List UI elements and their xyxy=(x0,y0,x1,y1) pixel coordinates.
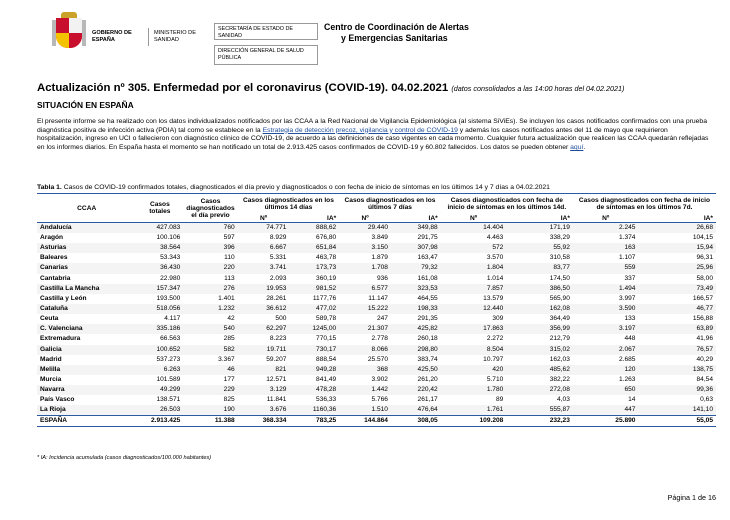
value-cell: 113 xyxy=(183,274,237,284)
value-cell: 356,99 xyxy=(506,324,573,334)
value-cell: 536,33 xyxy=(289,395,339,405)
value-cell: 1.263 xyxy=(573,375,639,385)
table-row xyxy=(37,355,716,365)
value-cell: 1.879 xyxy=(339,253,391,263)
value-cell: 55,05 xyxy=(638,416,716,427)
value-cell: 485,62 xyxy=(506,365,573,375)
value-cell: 298,80 xyxy=(391,345,441,355)
value-cell: 100.652 xyxy=(136,345,183,355)
value-cell: 17.863 xyxy=(441,324,507,334)
value-cell: 427.083 xyxy=(136,223,183,234)
value-cell: 272,08 xyxy=(506,385,573,395)
value-cell: 29.440 xyxy=(339,223,391,234)
region-cell: Ceuta xyxy=(37,314,136,324)
value-cell: 360,19 xyxy=(289,274,339,284)
value-cell: 212,79 xyxy=(506,334,573,344)
value-cell: 76,57 xyxy=(638,345,716,355)
value-cell: 3.590 xyxy=(573,304,639,314)
value-cell: 162,08 xyxy=(506,304,573,314)
table-row xyxy=(37,243,716,253)
table-row xyxy=(37,395,716,405)
value-cell: 12.440 xyxy=(441,304,507,314)
value-cell: 229 xyxy=(183,385,237,395)
value-cell: 2.272 xyxy=(441,334,507,344)
value-cell: 323,53 xyxy=(391,284,441,294)
value-cell: 96,31 xyxy=(638,253,716,263)
value-cell: 420 xyxy=(441,365,507,375)
value-cell: 676,80 xyxy=(289,233,339,243)
header-total: Casos totales xyxy=(136,194,183,223)
value-cell: 3.150 xyxy=(339,243,391,253)
value-cell: 1.708 xyxy=(339,263,391,273)
value-cell: 291,75 xyxy=(391,233,441,243)
value-cell: 368.334 xyxy=(238,416,290,427)
value-cell: 4,03 xyxy=(506,395,573,405)
header-7d: Casos diagnosticados en los últimos 7 días xyxy=(339,194,441,215)
value-cell: 0,63 xyxy=(638,395,716,405)
value-cell: 163 xyxy=(573,243,639,253)
value-cell: 1160,36 xyxy=(289,405,339,416)
value-cell: 310,58 xyxy=(506,253,573,263)
value-cell: 171,19 xyxy=(506,223,573,234)
value-cell: 1.804 xyxy=(441,263,507,273)
value-cell: 425,82 xyxy=(391,324,441,334)
value-cell: 14 xyxy=(573,395,639,405)
value-cell: 1.510 xyxy=(339,405,391,416)
region-cell: Murcia xyxy=(37,375,136,385)
value-cell: 109.208 xyxy=(441,416,507,427)
value-cell: 2.067 xyxy=(573,345,639,355)
value-cell: 981,52 xyxy=(289,284,339,294)
value-cell: 396 xyxy=(183,243,237,253)
value-cell: 364,49 xyxy=(506,314,573,324)
value-cell: 42 xyxy=(183,314,237,324)
value-cell: 597 xyxy=(183,233,237,243)
value-cell: 79,32 xyxy=(391,263,441,273)
value-cell: 307,98 xyxy=(391,243,441,253)
page-number: Página 1 de 16 xyxy=(667,493,716,502)
region-cell: Castilla y León xyxy=(37,294,136,304)
value-cell: 476,64 xyxy=(391,405,441,416)
value-cell: 760 xyxy=(183,223,237,234)
region-cell: Canarias xyxy=(37,263,136,273)
value-cell: 7.857 xyxy=(441,284,507,294)
logo-divider xyxy=(148,28,149,46)
value-cell: 53.343 xyxy=(136,253,183,263)
table-row xyxy=(37,375,716,385)
value-cell: 74.771 xyxy=(238,223,290,234)
value-cell: 6.263 xyxy=(136,365,183,375)
value-cell: 335.186 xyxy=(136,324,183,334)
value-cell: 825 xyxy=(183,395,237,405)
section-title: SITUACIÓN EN ESPAÑA xyxy=(37,100,134,110)
value-cell: 309 xyxy=(441,314,507,324)
value-cell: 5.766 xyxy=(339,395,391,405)
value-cell: 5.710 xyxy=(441,375,507,385)
value-cell: 138,75 xyxy=(638,365,716,375)
value-cell: 3.367 xyxy=(183,355,237,365)
government-logo xyxy=(52,12,212,52)
table-row xyxy=(37,263,716,273)
region-cell: Melilla xyxy=(37,365,136,375)
value-cell: 5.331 xyxy=(238,253,290,263)
value-cell: 1.780 xyxy=(441,385,507,395)
value-cell: 936 xyxy=(339,274,391,284)
value-cell: 2.913.425 xyxy=(136,416,183,427)
value-cell: 49.299 xyxy=(136,385,183,395)
region-cell: La Rioja xyxy=(37,405,136,416)
value-cell: 25.570 xyxy=(339,355,391,365)
table-row xyxy=(37,334,716,344)
value-cell: 3.129 xyxy=(238,385,290,395)
value-cell: 73,49 xyxy=(638,284,716,294)
value-cell: 2.245 xyxy=(573,223,639,234)
direccion-box: DIRECCIÓN GENERAL DE SALUD PÚBLICA xyxy=(214,45,318,65)
value-cell: 888,62 xyxy=(289,223,339,234)
header-ia: IA* xyxy=(638,215,716,223)
table-row xyxy=(37,304,716,314)
value-cell: 144.864 xyxy=(339,416,391,427)
value-cell: 1.401 xyxy=(183,294,237,304)
value-cell: 89 xyxy=(441,395,507,405)
value-cell: 40,29 xyxy=(638,355,716,365)
value-cell: 308,05 xyxy=(391,416,441,427)
value-cell: 477,02 xyxy=(289,304,339,314)
value-cell: 166,57 xyxy=(638,294,716,304)
value-cell: 156,88 xyxy=(638,314,716,324)
table-total-row xyxy=(37,416,716,427)
table-row xyxy=(37,385,716,395)
value-cell: 174,50 xyxy=(506,274,573,284)
header-prev: Casos diagnosticados el día previo xyxy=(183,194,237,223)
value-cell: 2.093 xyxy=(238,274,290,284)
value-cell: 162,03 xyxy=(506,355,573,365)
value-cell: 565,90 xyxy=(506,294,573,304)
intro-text-2: y además los casos notificados antes del 11 de mayo que requirieron hospitalización, ingreso en UCI o fallecieron con diagnóstico clínico de COVID-19, de acuerdo a las definiciones de caso vigentes en cada momento. Cualquier futura actualización que realicen las CCAA quedarán reflejadas en los informes diarios. En España hasta el momento se han notificado un total de 2.913.425 casos confirmados de COVID-19 y 60.802 fallecidos. Los datos se pueden obtener xyxy=(37,126,709,152)
value-cell: 1.494 xyxy=(573,284,639,294)
value-cell: 1.374 xyxy=(573,233,639,243)
value-cell: 8.066 xyxy=(339,345,391,355)
header-ccaa: CCAA xyxy=(37,194,136,223)
value-cell: 1177,76 xyxy=(289,294,339,304)
value-cell: 448 xyxy=(573,334,639,344)
value-cell: 463,78 xyxy=(289,253,339,263)
value-cell: 1245,00 xyxy=(289,324,339,334)
table-row xyxy=(37,284,716,294)
value-cell: 500 xyxy=(238,314,290,324)
value-cell: 1.014 xyxy=(441,274,507,284)
region-cell: Cataluña xyxy=(37,304,136,314)
value-cell: 100.106 xyxy=(136,233,183,243)
value-cell: 163,47 xyxy=(391,253,441,263)
value-cell: 138.571 xyxy=(136,395,183,405)
value-cell: 15,94 xyxy=(638,243,716,253)
value-cell: 133 xyxy=(573,314,639,324)
region-cell: Extremadura xyxy=(37,334,136,344)
ministry-label: MINISTERIO DE SANIDAD xyxy=(154,30,196,43)
intro-text-1: El presente informe se ha realizado con los datos individualizados notificados por las CCAA a la Red Nacional de Vigilancia Epidemiológica (al sistema SiViEs). Se incluyen los casos notificados confirmados con una prueba diagnóstica positiva de infección activa (PDIA) tal como se establece en la xyxy=(37,118,707,134)
value-cell: 447 xyxy=(573,405,639,416)
value-cell: 537.273 xyxy=(136,355,183,365)
value-cell: 276 xyxy=(183,284,237,294)
report-title-note: (datos consolidados a las 14:00 horas del 04.02.2021) xyxy=(451,84,625,93)
value-cell: 247 xyxy=(339,314,391,324)
value-cell: 555,87 xyxy=(506,405,573,416)
table-caption-label: Tabla 1. xyxy=(37,184,62,191)
value-cell: 28.261 xyxy=(238,294,290,304)
value-cell: 4.463 xyxy=(441,233,507,243)
value-cell: 14.404 xyxy=(441,223,507,234)
table-row xyxy=(37,324,716,334)
centro-line-2: y Emergencias Sanitarias xyxy=(341,33,448,43)
value-cell: 141,10 xyxy=(638,405,716,416)
value-cell: 478,28 xyxy=(289,385,339,395)
region-cell: Madrid xyxy=(37,355,136,365)
value-cell: 260,18 xyxy=(391,334,441,344)
value-cell: 59.207 xyxy=(238,355,290,365)
report-title-main: Actualización nº 305. Enfermedad por el coronavirus (COVID-19). 04.02.2021 xyxy=(37,82,449,94)
value-cell: 120 xyxy=(573,365,639,375)
value-cell: 1.442 xyxy=(339,385,391,395)
value-cell: 101.589 xyxy=(136,375,183,385)
value-cell: 41,96 xyxy=(638,334,716,344)
data-link[interactable]: aquí xyxy=(570,144,584,152)
value-cell: 3.849 xyxy=(339,233,391,243)
header-sym-14d: Casos diagnosticados con fecha de inicio de síntomas en los últimos 14d. xyxy=(441,194,573,215)
value-cell: 8.929 xyxy=(238,233,290,243)
value-cell: 25.890 xyxy=(573,416,639,427)
value-cell: 518.056 xyxy=(136,304,183,314)
strategy-link[interactable]: Estrategia de detección precoz, vigilancia y control de COVID-19 xyxy=(262,126,458,134)
header-n: Nº xyxy=(238,215,290,223)
value-cell: 8.223 xyxy=(238,334,290,344)
covid-cases-table xyxy=(37,193,716,427)
value-cell: 157.347 xyxy=(136,284,183,294)
region-cell: Galicia xyxy=(37,345,136,355)
centro-line-1: Centro de Coordinación de Alertas xyxy=(324,22,469,32)
value-cell: 2.778 xyxy=(339,334,391,344)
table-row xyxy=(37,405,716,416)
value-cell: 582 xyxy=(183,345,237,355)
value-cell: 36.430 xyxy=(136,263,183,273)
region-cell: Navarra xyxy=(37,385,136,395)
table-caption xyxy=(37,184,550,191)
table-row xyxy=(37,365,716,375)
value-cell: 3.676 xyxy=(238,405,290,416)
value-cell: 464,55 xyxy=(391,294,441,304)
value-cell: 177 xyxy=(183,375,237,385)
value-cell: 13.579 xyxy=(441,294,507,304)
region-cell: C. Valenciana xyxy=(37,324,136,334)
table-row xyxy=(37,294,716,304)
value-cell: 6.577 xyxy=(339,284,391,294)
value-cell: 3.197 xyxy=(573,324,639,334)
value-cell: 572 xyxy=(441,243,507,253)
government-label: GOBIERNO DE ESPAÑA xyxy=(92,30,132,43)
secretaria-box: SECRETARÍA DE ESTADO DE SANIDAD xyxy=(214,23,318,40)
value-cell: 19.953 xyxy=(238,284,290,294)
table-row xyxy=(37,274,716,284)
value-cell: 783,25 xyxy=(289,416,339,427)
value-cell: 425,50 xyxy=(391,365,441,375)
value-cell: 173,73 xyxy=(289,263,339,273)
value-cell: 651,84 xyxy=(289,243,339,253)
value-cell: 730,17 xyxy=(289,345,339,355)
value-cell: 8.504 xyxy=(441,345,507,355)
value-cell: 25,96 xyxy=(638,263,716,273)
value-cell: 198,33 xyxy=(391,304,441,314)
value-cell: 84,54 xyxy=(638,375,716,385)
value-cell: 3.997 xyxy=(573,294,639,304)
header-ia: IA* xyxy=(506,215,573,223)
report-title xyxy=(37,82,624,94)
value-cell: 338,29 xyxy=(506,233,573,243)
table-row xyxy=(37,345,716,355)
value-cell: 62.297 xyxy=(238,324,290,334)
value-cell: 261,17 xyxy=(391,395,441,405)
table-row xyxy=(37,314,716,324)
value-cell: 589,78 xyxy=(289,314,339,324)
value-cell: 83,77 xyxy=(506,263,573,273)
region-cell: Cantabria xyxy=(37,274,136,284)
value-cell: 161,08 xyxy=(391,274,441,284)
region-cell: Baleares xyxy=(37,253,136,263)
value-cell: 22.980 xyxy=(136,274,183,284)
value-cell: 110 xyxy=(183,253,237,263)
header-n: Nº xyxy=(441,215,507,223)
value-cell: 232,23 xyxy=(506,416,573,427)
value-cell: 261,20 xyxy=(391,375,441,385)
value-cell: 21.307 xyxy=(339,324,391,334)
region-cell: País Vasco xyxy=(37,395,136,405)
region-cell: Asturias xyxy=(37,243,136,253)
value-cell: 888,54 xyxy=(289,355,339,365)
table-row xyxy=(37,233,716,243)
value-cell: 26,68 xyxy=(638,223,716,234)
header-sym-7d: Casos diagnosticados con fecha de inicio de síntomas en los últimos 7d. xyxy=(573,194,716,215)
value-cell: 11.388 xyxy=(183,416,237,427)
value-cell: 382,22 xyxy=(506,375,573,385)
value-cell: 770,15 xyxy=(289,334,339,344)
header-ia: IA* xyxy=(289,215,339,223)
intro-text-3: . xyxy=(583,144,586,152)
intro-paragraph xyxy=(37,118,716,153)
value-cell: 38.564 xyxy=(136,243,183,253)
value-cell: 1.107 xyxy=(573,253,639,263)
value-cell: 10.797 xyxy=(441,355,507,365)
header-n: Nº xyxy=(339,215,391,223)
value-cell: 3.902 xyxy=(339,375,391,385)
value-cell: 99,36 xyxy=(638,385,716,395)
value-cell: 190 xyxy=(183,405,237,416)
value-cell: 220 xyxy=(183,263,237,273)
value-cell: 650 xyxy=(573,385,639,395)
value-cell: 383,74 xyxy=(391,355,441,365)
value-cell: 559 xyxy=(573,263,639,273)
region-cell: Aragón xyxy=(37,233,136,243)
region-cell: Castilla La Mancha xyxy=(37,284,136,294)
value-cell: 66.563 xyxy=(136,334,183,344)
value-cell: 337 xyxy=(573,274,639,284)
value-cell: 46 xyxy=(183,365,237,375)
coat-of-arms-icon xyxy=(52,12,86,50)
value-cell: 4.117 xyxy=(136,314,183,324)
value-cell: 386,50 xyxy=(506,284,573,294)
value-cell: 315,02 xyxy=(506,345,573,355)
value-cell: 291,35 xyxy=(391,314,441,324)
value-cell: 1.761 xyxy=(441,405,507,416)
value-cell: 368 xyxy=(339,365,391,375)
value-cell: 220,42 xyxy=(391,385,441,395)
table-caption-text: Casos de COVID-19 confirmados totales, diagnosticados el día previo y diagnosticados o con fecha de inicio de síntomas en los últimos 14 y 7 días a 04.02.2021 xyxy=(61,184,550,191)
value-cell: 11.147 xyxy=(339,294,391,304)
table-row xyxy=(37,253,716,263)
region-cell: Andalucía xyxy=(37,223,136,234)
value-cell: 841,49 xyxy=(289,375,339,385)
value-cell: 46,77 xyxy=(638,304,716,314)
footnote: * IA: Incidencia acumulada (casos diagnosticados/100.000 habitantes) xyxy=(37,455,212,461)
value-cell: 3.570 xyxy=(441,253,507,263)
value-cell: 11.841 xyxy=(238,395,290,405)
header-14d: Casos diagnosticados en los últimos 14 días xyxy=(238,194,340,215)
value-cell: 58,00 xyxy=(638,274,716,284)
value-cell: 19.711 xyxy=(238,345,290,355)
value-cell: 3.741 xyxy=(238,263,290,273)
value-cell: 6.667 xyxy=(238,243,290,253)
value-cell: 1.232 xyxy=(183,304,237,314)
value-cell: 36.612 xyxy=(238,304,290,314)
value-cell: 63,89 xyxy=(638,324,716,334)
value-cell: 349,88 xyxy=(391,223,441,234)
value-cell: 15.222 xyxy=(339,304,391,314)
header-n: Nº xyxy=(573,215,639,223)
value-cell: 285 xyxy=(183,334,237,344)
value-cell: 949,28 xyxy=(289,365,339,375)
centro-title xyxy=(324,22,469,44)
value-cell: 104,15 xyxy=(638,233,716,243)
value-cell: 12.571 xyxy=(238,375,290,385)
value-cell: 55,92 xyxy=(506,243,573,253)
value-cell: 2.685 xyxy=(573,355,639,365)
region-cell: ESPAÑA xyxy=(37,416,136,427)
value-cell: 540 xyxy=(183,324,237,334)
value-cell: 193.500 xyxy=(136,294,183,304)
value-cell: 821 xyxy=(238,365,290,375)
value-cell: 26.503 xyxy=(136,405,183,416)
table-row xyxy=(37,223,716,234)
header-ia: IA* xyxy=(391,215,441,223)
